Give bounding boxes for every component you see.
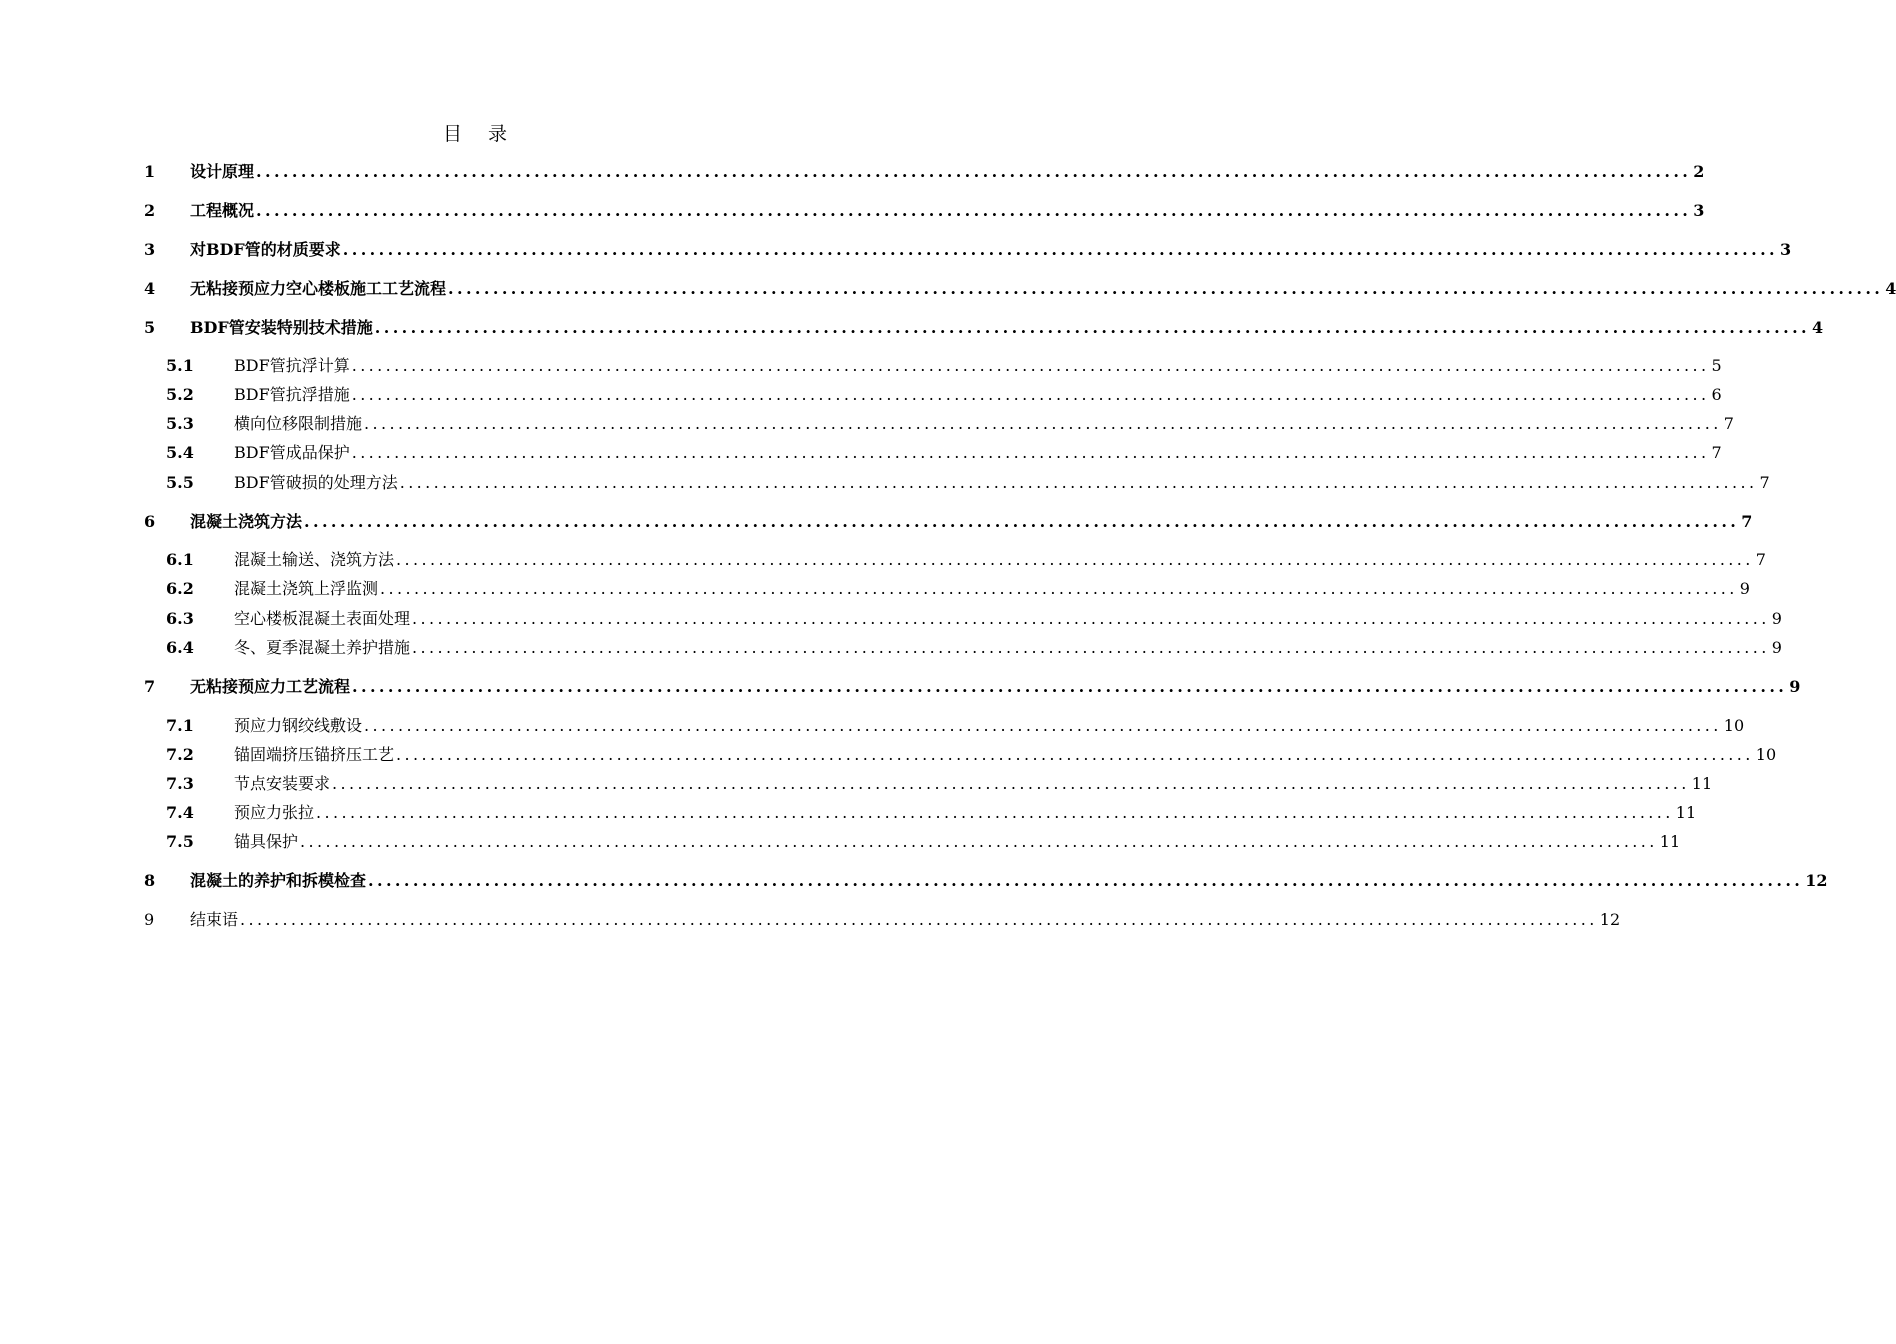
toc-entry-number: 9 xyxy=(144,910,155,929)
toc-entry-text: 工程概况 xyxy=(190,201,255,220)
toc-entry[interactable] xyxy=(0,316,1824,340)
toc-entry-page: 3 xyxy=(1780,240,1792,259)
toc-entry-leader xyxy=(234,607,1782,631)
toc-entry-text: 预应力张拉 xyxy=(234,803,315,822)
toc-entry-number: 5.2 xyxy=(166,385,194,404)
toc-entry-text: 混凝土的养护和拆模检查 xyxy=(190,871,367,890)
toc-entry-text: 节点安装要求 xyxy=(234,774,331,793)
toc-entry-page: 7 xyxy=(1741,512,1753,531)
toc-dot-leader: ................................................................................................................................................................ xyxy=(300,832,1658,851)
toc-entry-number: 7.2 xyxy=(166,745,194,764)
toc-dot-leader: ................................................................................................................................................................ xyxy=(351,443,1710,462)
toc-entry-text: 横向位移限制措施 xyxy=(234,414,363,433)
toc-dot-leader: ................................................................................................................................................................ xyxy=(380,579,1738,598)
toc-dot-leader: ................................................................................................................................................................ xyxy=(304,512,1740,531)
toc-dot-leader: ................................................................................................................................................................ xyxy=(351,356,1710,375)
toc-entry-leader xyxy=(190,869,1828,893)
toc-entry-page: 7 xyxy=(1759,473,1770,492)
toc-entry-page: 9 xyxy=(1789,677,1801,696)
toc-entry-leader xyxy=(234,772,1713,796)
toc-entry-page: 6 xyxy=(1711,385,1722,404)
toc-dot-leader: ................................................................................................................................................................ xyxy=(352,677,1788,696)
toc-entry-leader xyxy=(234,801,1697,825)
toc-entry-text: 混凝土浇筑上浮监测 xyxy=(234,579,379,598)
toc-entry-page: 10 xyxy=(1723,716,1745,735)
toc-entry-leader xyxy=(234,354,1722,378)
toc-dot-leader: ................................................................................................................................................................ xyxy=(256,201,1692,220)
toc-entry-text: 设计原理 xyxy=(190,162,255,181)
toc-entry-page: 7 xyxy=(1711,443,1722,462)
toc-entry-number: 6.2 xyxy=(166,579,194,598)
toc-dot-leader: ................................................................................................................................................................ xyxy=(396,550,1754,569)
toc-entry[interactable] xyxy=(0,714,1745,738)
toc-entry-text: BDF管抗浮计算 xyxy=(234,356,350,375)
toc-entry-number: 7.4 xyxy=(166,803,194,822)
toc-entry-number: 6.3 xyxy=(166,609,194,628)
toc-entry[interactable] xyxy=(0,354,1722,378)
toc-entry[interactable] xyxy=(0,801,1697,825)
toc-entry-leader xyxy=(234,383,1722,407)
toc-entry-leader xyxy=(190,675,1801,699)
toc-entry-number: 5.3 xyxy=(166,414,194,433)
toc-entry-number: 6.4 xyxy=(166,638,194,657)
toc-entry-page: 9 xyxy=(1771,638,1782,657)
toc-entry-text: 结束语 xyxy=(190,910,239,929)
toc-entry-text: 对BDF管的材质要求 xyxy=(190,240,341,259)
toc-entry-leader xyxy=(190,238,1792,262)
toc-dot-leader: ................................................................................................................................................................ xyxy=(316,803,1674,822)
toc-entry-number: 7 xyxy=(144,677,156,696)
toc-entry-number: 6 xyxy=(144,512,156,531)
toc-entry-text: 预应力钢绞线敷设 xyxy=(234,716,363,735)
toc-entry[interactable] xyxy=(0,636,1782,660)
toc-entry[interactable] xyxy=(0,441,1722,465)
toc-entry-page: 5 xyxy=(1711,356,1722,375)
toc-entry-leader xyxy=(234,743,1777,767)
toc-entry-text: 无粘接预应力工艺流程 xyxy=(190,677,351,696)
toc-entry-text: BDF管破损的处理方法 xyxy=(234,473,398,492)
toc-entry-text: BDF管抗浮措施 xyxy=(234,385,350,404)
toc-dot-leader: ................................................................................................................................................................ xyxy=(256,162,1692,181)
toc-entry-page: 9 xyxy=(1739,579,1750,598)
toc-entry[interactable] xyxy=(0,675,1801,699)
toc-dot-leader: ................................................................................................................................................................ xyxy=(364,716,1722,735)
toc-dot-leader: ................................................................................................................................................................ xyxy=(448,279,1884,298)
toc-entry-number: 7.3 xyxy=(166,774,194,793)
toc-entry[interactable] xyxy=(0,160,1705,184)
toc-entry-number: 2 xyxy=(144,201,156,220)
toc-entry[interactable] xyxy=(0,743,1777,767)
toc-entry-number: 1 xyxy=(144,162,156,181)
toc-entry-number: 8 xyxy=(144,871,156,890)
toc-entry-number: 4 xyxy=(144,279,156,298)
toc-entry-page: 11 xyxy=(1691,774,1713,793)
toc-entry-text: BDF管安装特别技术措施 xyxy=(190,318,373,337)
toc-entry[interactable] xyxy=(0,772,1713,796)
toc-entry[interactable] xyxy=(0,908,1621,932)
toc-entry-leader xyxy=(234,636,1782,660)
toc-dot-leader: ................................................................................................................................................................ xyxy=(351,385,1710,404)
toc-entry-page: 4 xyxy=(1885,279,1896,298)
toc-entry-page: 10 xyxy=(1755,745,1777,764)
toc-entry-number: 5 xyxy=(144,318,156,337)
toc-entry-page: 12 xyxy=(1599,910,1621,929)
toc-entry-leader xyxy=(234,471,1770,495)
toc-dot-leader: ................................................................................................................................................................ xyxy=(364,414,1722,433)
toc-entry[interactable] xyxy=(0,869,1828,893)
toc-dot-leader: ................................................................................................................................................................ xyxy=(412,638,1770,657)
toc-entry-leader xyxy=(234,830,1681,854)
toc-entry[interactable] xyxy=(0,383,1722,407)
toc-dot-leader: ................................................................................................................................................................ xyxy=(374,318,1811,337)
toc-dot-leader: ................................................................................................................................................................ xyxy=(342,240,1779,259)
toc-entry-number: 6.1 xyxy=(166,550,194,569)
toc-entry-number: 5.1 xyxy=(166,356,194,375)
toc-entry-leader xyxy=(190,908,1621,932)
toc-entry-leader xyxy=(234,412,1734,436)
toc-entry-leader xyxy=(190,199,1705,223)
toc-entry-number: 5.4 xyxy=(166,443,194,462)
toc-entry-leader xyxy=(234,577,1750,601)
toc-entry[interactable] xyxy=(0,607,1782,631)
toc-entry-leader xyxy=(190,160,1705,184)
toc-entry[interactable] xyxy=(0,548,1766,572)
toc-entry-page: 9 xyxy=(1771,609,1782,628)
toc-dot-leader: ................................................................................................................................................................ xyxy=(396,745,1754,764)
toc-entry-leader xyxy=(234,441,1722,465)
toc-entry-text: 锚具保护 xyxy=(234,832,299,851)
toc-entry[interactable] xyxy=(0,238,1792,262)
toc-dot-leader: ................................................................................................................................................................ xyxy=(399,473,1758,492)
toc-entry-text: 混凝土输送、浇筑方法 xyxy=(234,550,395,569)
toc-entry-number: 7.5 xyxy=(166,832,194,851)
toc-entry-text: 冬、夏季混凝土养护措施 xyxy=(234,638,411,657)
toc-entry-page: 7 xyxy=(1723,414,1734,433)
toc-entry-page: 11 xyxy=(1675,803,1697,822)
toc-entry-leader xyxy=(190,316,1824,340)
toc-title: 目 录 xyxy=(442,123,518,145)
toc-entry[interactable] xyxy=(0,577,1750,601)
toc-entry-page: 7 xyxy=(1755,550,1766,569)
toc-entry-page: 11 xyxy=(1659,832,1681,851)
toc-entry[interactable] xyxy=(0,830,1681,854)
toc-entry-leader xyxy=(190,510,1753,534)
toc-dot-leader: ................................................................................................................................................................ xyxy=(412,609,1770,628)
toc-entry-leader xyxy=(234,714,1745,738)
toc-entry[interactable] xyxy=(0,199,1705,223)
toc-entry-page: 4 xyxy=(1812,318,1824,337)
toc-entry[interactable] xyxy=(0,510,1753,534)
toc-entry-page: 2 xyxy=(1693,162,1705,181)
toc-entry-text: 锚固端挤压锚挤压工艺 xyxy=(234,745,395,764)
toc-entry-page: 12 xyxy=(1805,871,1828,890)
toc-entry[interactable] xyxy=(0,277,1896,301)
toc-entry-text: 混凝土浇筑方法 xyxy=(190,512,303,531)
toc-entry-text: BDF管成品保护 xyxy=(234,443,350,462)
toc-entry-page: 3 xyxy=(1693,201,1705,220)
toc-entry[interactable] xyxy=(0,471,1770,495)
toc-dot-leader: ................................................................................................................................................................ xyxy=(240,910,1598,929)
toc-dot-leader: ................................................................................................................................................................ xyxy=(368,871,1804,890)
toc-entry-number: 5.5 xyxy=(166,473,194,492)
toc-entry-leader xyxy=(190,277,1896,301)
toc-dot-leader: ................................................................................................................................................................ xyxy=(332,774,1690,793)
toc-entry-leader xyxy=(234,548,1766,572)
toc-entry[interactable] xyxy=(0,412,1734,436)
toc-entry-text: 无粘接预应力空心楼板施工工艺流程 xyxy=(190,279,447,298)
toc-entry-number: 7.1 xyxy=(166,716,194,735)
toc-entry-text: 空心楼板混凝土表面处理 xyxy=(234,609,411,628)
toc-entry-number: 3 xyxy=(144,240,156,259)
